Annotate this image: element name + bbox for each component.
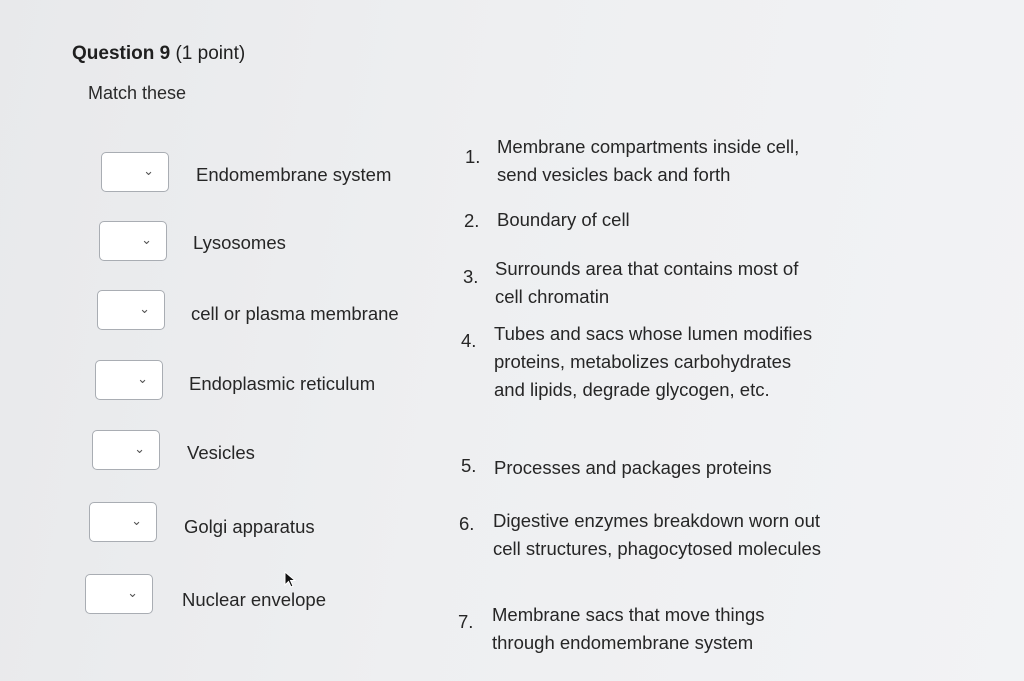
definition-number-2: 2. xyxy=(464,210,480,231)
match-select-3[interactable] xyxy=(97,290,165,330)
match-select-2[interactable] xyxy=(99,221,167,261)
chevron-down-icon: ⌄ xyxy=(127,585,138,600)
match-select-5[interactable] xyxy=(92,430,160,470)
definition-text-4: Tubes and sacs whose lumen modifies proteins, metabolizes carbohydrates and lipids, degrade glycogen, etc. xyxy=(494,323,813,400)
definition-number-4: 4. xyxy=(461,330,477,351)
definition-number-3: 3. xyxy=(463,266,479,287)
definition-number-7: 7. xyxy=(458,611,474,632)
question-number: Question 9 xyxy=(72,43,171,64)
chevron-down-icon: ⌄ xyxy=(137,371,148,386)
question-instruction: Match these xyxy=(88,83,187,103)
match-select-4[interactable] xyxy=(95,360,163,400)
definition-text-3: Surrounds area that contains most of cell chromatin xyxy=(495,258,799,307)
mouse-pointer-icon xyxy=(284,571,296,594)
match-select-6[interactable] xyxy=(89,502,157,542)
chevron-down-icon: ⌄ xyxy=(139,301,150,316)
definition-text-1: Membrane compartments inside cell, send vesicles back and forth xyxy=(497,136,800,185)
chevron-down-icon: ⌄ xyxy=(131,513,142,528)
chevron-down-icon: ⌄ xyxy=(143,163,154,178)
term-label-5: Vesicles xyxy=(187,442,255,463)
question-points: (1 point) xyxy=(175,43,246,64)
term-label-3: cell or plasma membrane xyxy=(191,303,399,324)
term-label-6: Golgi apparatus xyxy=(184,516,315,537)
term-label-4: Endoplasmic reticulum xyxy=(189,373,376,394)
chevron-down-icon: ⌄ xyxy=(141,232,152,247)
question-title xyxy=(72,43,245,65)
chevron-down-icon: ⌄ xyxy=(134,441,145,456)
definition-number-1: 1. xyxy=(465,146,481,167)
definition-text-2: Boundary of cell xyxy=(497,209,630,230)
term-label-7: Nuclear envelope xyxy=(182,589,326,610)
definition-number-6: 6. xyxy=(459,513,475,534)
definition-text-6: Digestive enzymes breakdown worn out cell structures, phagocytosed molecules xyxy=(493,510,822,559)
term-label-2: Lysosomes xyxy=(193,232,286,253)
match-select-1[interactable] xyxy=(101,152,169,192)
match-select-7[interactable] xyxy=(85,574,153,614)
definition-text-7: Membrane sacs that move things through endomembrane system xyxy=(492,604,765,653)
definition-number-5: 5. xyxy=(461,455,477,476)
definition-text-5: Processes and packages proteins xyxy=(494,457,772,478)
term-label-1: Endomembrane system xyxy=(196,164,392,185)
